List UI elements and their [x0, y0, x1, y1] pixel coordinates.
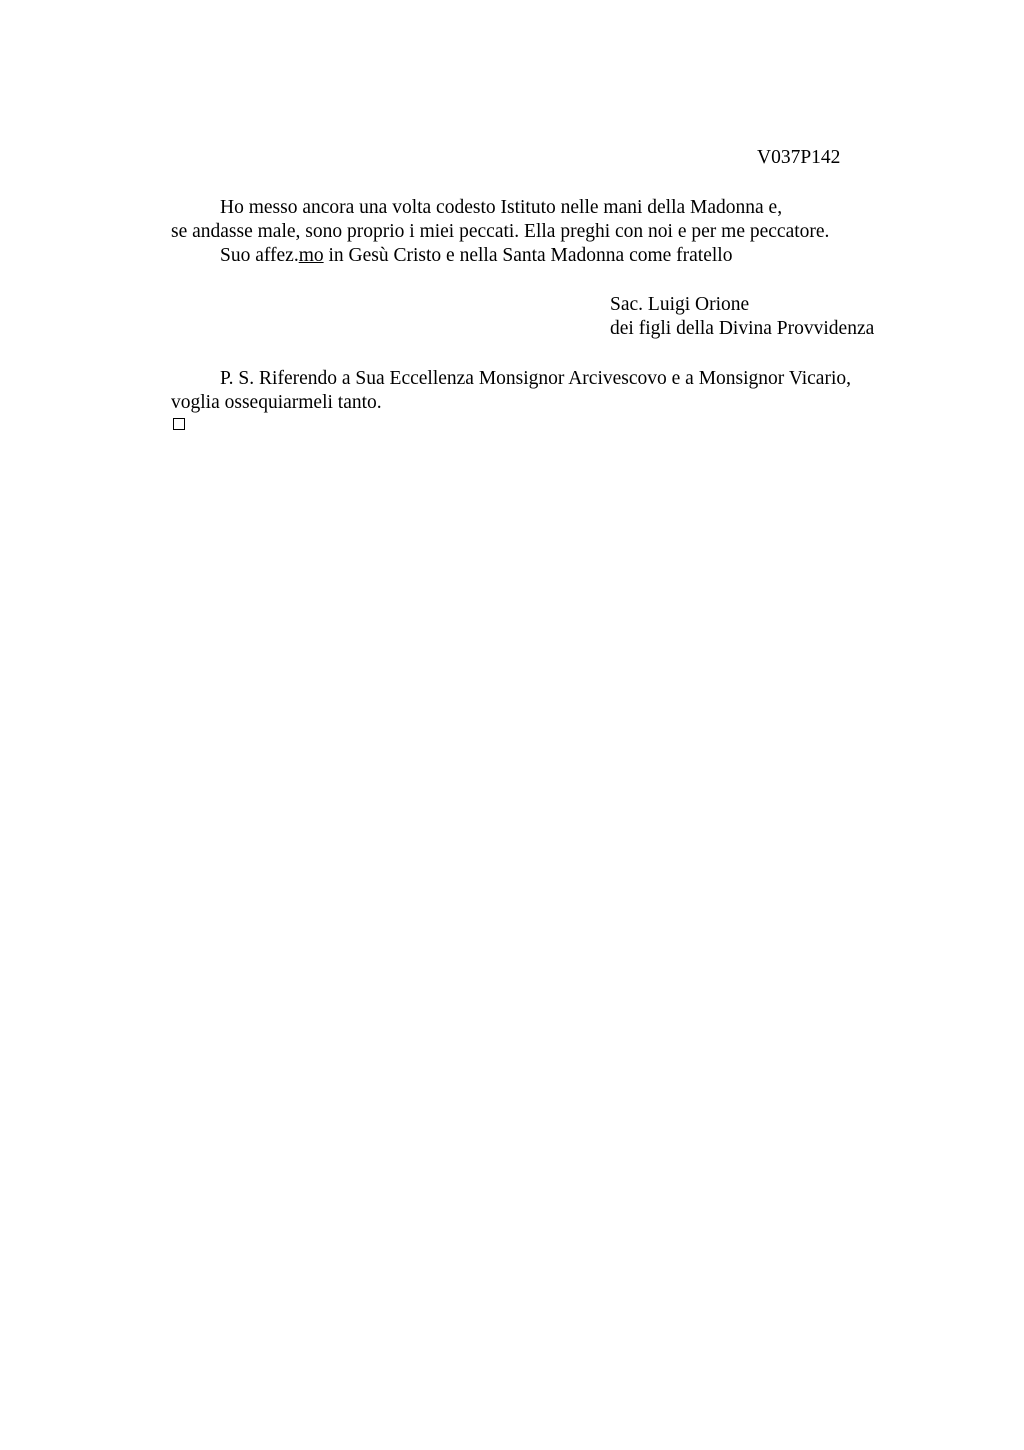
paragraph-1-line-2: se andasse male, sono proprio i miei peccati. Ella preghi con noi e per me peccatore.: [171, 221, 830, 242]
closing-line: [220, 244, 732, 268]
empty-square-glyph: [173, 418, 185, 430]
signature-name: Sac. Luigi Orione: [610, 294, 750, 315]
signature-title: dei figli della Divina Provvidenza: [610, 318, 875, 339]
closing-after: in Gesù Cristo e nella Santa Madonna come fratello: [323, 245, 733, 266]
postscript-line-2: voglia ossequiarmeli tanto.: [171, 392, 382, 413]
closing-underlined-abbrev: mo: [298, 245, 324, 266]
document-reference: V037P142: [757, 147, 841, 168]
paragraph-1-line-1: Ho messo ancora una volta codesto Istituto nelle mani della Madonna e,: [220, 197, 783, 218]
closing-before: Suo affez.: [220, 245, 299, 266]
postscript-line-1: P. S. Riferendo a Sua Eccellenza Monsignor Arcivescovo e a Monsignor Vicario,: [220, 368, 851, 389]
